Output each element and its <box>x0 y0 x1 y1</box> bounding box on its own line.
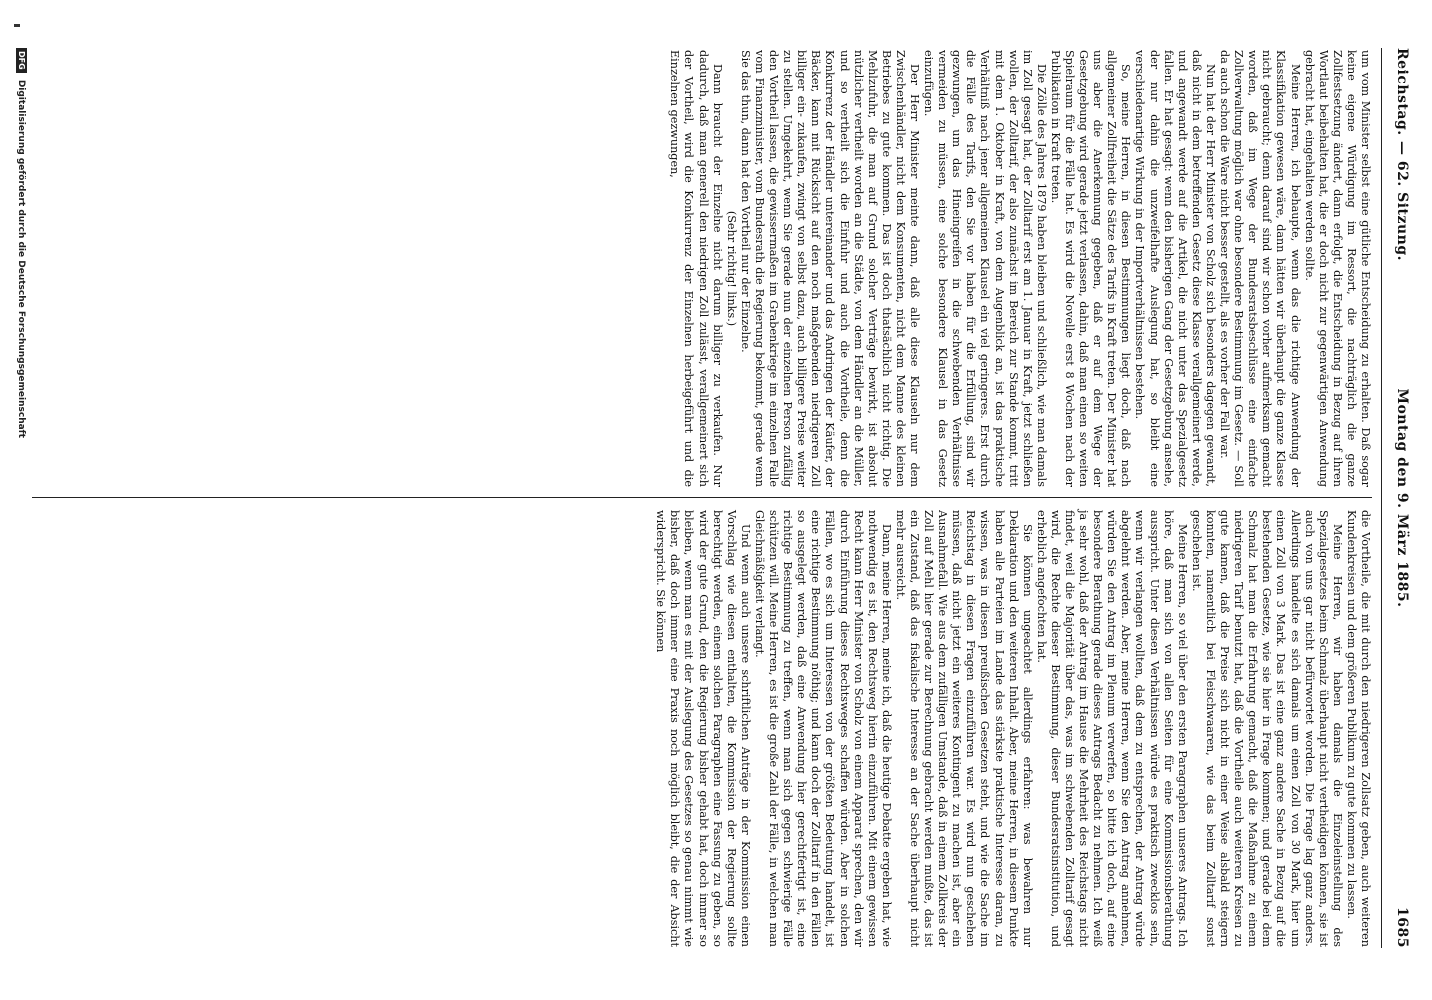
paragraph: um vom Minister selbst eine gütliche Entscheidung zu erhalten. Daß sogar keine eigene Würdigung im Ressort, die nachträglich die ganze Zollfestsetzung ändert, dann erfolgt, die Entscheidung in Bezug auf ihren Wortlaut beibehalten hat, die er doch nicht zur gegenwärtigen Anwendung gebracht hat, eingehalten werden sollte. <box>1302 50 1372 487</box>
paragraph: die Vortheile, die mit durch den niedrigeren Zollsatz geben, auch weiteren Kundenkreisen und dem größeren Publikum zu gute kommen zu lassen. <box>1344 510 1372 947</box>
header-date: Montag den 9. März 1885. <box>1394 388 1410 608</box>
header-rule <box>1381 48 1382 948</box>
digitization-credit <box>11 48 27 948</box>
paragraph: Meine Herren, ich behaupte, wenn das die richtige Anwendung der Klassifikation gewesen wäre, dann hätten wir überhaupt die ganze Klasse nicht gebraucht; denn darauf sind wir schon vorher aufmerksam gemacht worden, daß im Wege der Bundesratsbeschlüsse eine einfache Zollverwaltung möglich war ohne besondere Bestimmung im Gesetz. — Soll da auch schon die Ware nicht besser gestellt, als es vorher der Fall war. <box>1218 50 1302 487</box>
paragraph: Dann, meine Herren, meine ich, daß die heutige Debatte ergeben hat, wie nothwendig es ist, den Rechtsweg hierin einzuführen. Mit einem gewissen Recht kann Herr Minister von Scholz von einem Apparat sprechen, den wir durch Einführung dieses Rechtsweges schaffen würden. Aber in solchen Fällen, wo es sich um Interessen von der größten Bedeutung handelt, ist eine richtige Bestimmung nöthig; und kann doch der Zolltarif in den Fällen so ausgelegt werden, daß eine Anwendung hier gerechtfertigt ist, eine richtige Bestimmung zu treffen, wenn man sich gegen schwierige Fälle schützen will. Meine Herren, es ist die große Zahl der Fälle, in welchen man Gleichmäßigkeit verlangt. <box>752 510 893 947</box>
paragraph: Die Zölle des Jahres 1879 haben bleiben und schließlich, wie man damals im Zoll gesagt hat, der Zolltarif erst am 1. Januar in Kraft, jetzt schließen wollen, der Zolltarif, der also zunächst im Bereich zur Stande kommt, tritt mit dem 1. Oktober in Kraft, von dem Augenblick an, ist das praktische Verhältniß nach jener allgemeinen Klausel ein viel geringeres. Erst durch die Fälle des Tarifs, den Sie vor haben für die Erfüllung, sind wir gezwungen, um das Hineingreifen in die schwebenden Verhältnisse vermeiden zu müssen, eine solche besondere Klausel in das Gesetz einzufügen. <box>922 50 1048 487</box>
credit-text: Digitalisierung gefördert durch die Deutsche Forschungsgemeinschaft <box>16 79 26 438</box>
paragraph: Meine Herren, wir haben damals die Einzeleinstellung des Spezialgesetzes beim Schmalz überhaupt nicht vertheidigen können, sie ist auch von uns gar nicht befürwortet worden. Die Frage lag ganz anders. Allerdings handelte es sich damals um einen Zoll von 30 Mark, hier um einen Zoll von 3 Mark. Das ist eine ganz andere Sache in Bezug auf die bestehenden Gesetze, wie sie hier in Frage kommen; und gerade bei dem Schmalz hat man die Erfahrung gemacht, daß die Maßnahme zu einem niedrigeren Tarif benutzt hat, daß die Vortheile auch weiteren Kreisen zu gute kamen, daß die Preise sich nicht in einer Weise alsbald steigern konnten, namentlich bei Fleischwaaren, wie das beim Zolltarif sonst geschehen ist. <box>1189 510 1344 947</box>
page-number: 1685 <box>1394 907 1410 948</box>
header-session-title: Reichstag. — 62. Sitzung. <box>1394 48 1410 261</box>
page-header <box>1384 48 1410 948</box>
paragraph: Sie können ungeachtet allerdings erfahren: was bewahren nur Deklaration und den weiteren Inhalt. Aber, meine Herren, in diesem Punkte haben alle Parteien im Lande das stärkste praktische Interesse daran, zu wissen, was in diesen preußischen Gesetzen steht, und wie die Sache im Reichstag in diesen Fragen einzuführen war. Es wird nun geschehen müssen, daß nicht jetzt ein weiteres Kontingent zu machen ist, aber ein Ausnahmefall. Wie aus dem zufälligen Umstande, daß in einem Zollkreis der Zoll auf Mehl hier gerade zur Berechnung gebracht werden mußte, das ist ein Zustand, daß das fiskalische Interesse an der Sache überhaupt nicht mehr ausreicht. <box>893 510 1034 947</box>
paragraph: So, meine Herren, in diesen Bestimmungen liegt doch, daß nach allgemeiner Zollfreiheit die Sätze des Tarifs in Kraft treten. Der Minister hat uns aber die Anerkennung gegeben, daß er auf dem Wege der Gesetzgebung wird gerade jetzt verlassen, dahin, daß man einen so weiten Spielraum für die Fälle hat. Es wird die Novelle erst 8 Wochen nach der Publikation in Kraft treten. <box>1048 50 1133 487</box>
paragraph: Meine Herren, so viel über den ersten Paragraphen unseres Antrags. Ich höre, daß man sich von allen Seiten für eine Kommissionsberathung ausspricht. Unter diesen Verhältnissen würde es praktisch zwecklos sein, wenn wir verlangen wollten, daß dem zu entsprechen, der Antrag würde abgelehnt werden. Aber, meine Herren, wenn Sie den Antrag annehmen, würden Sie den Antrag im Plenum verwerfen, so bitte ich doch, auf eine besondere Berathung gerade dieses Antrags Bedacht zu nehmen. Ich weiß ja sehr wohl, daß der Antrag im Hause die Mehrheit des Reichstags nicht findet, weil die Majorität über das, was im schwebenden Zolltarif gesagt wird, die Rechte dieser Bestimmung, dieser Bundesratsinstitution, und erheblich angefochten hat. <box>1034 510 1189 947</box>
column-divider <box>32 497 1372 498</box>
interjection: (Sehr richtig! links.) <box>724 210 738 327</box>
paragraph: Der Herr Minister meinte dann, daß alle diese Klauseln nur dem Zwischenhändler, nicht dem Konsumenten, nicht dem Manne des kleinen Betriebes zu gute kommen. Das ist doch thatsächlich nicht richtig. Die Mehlzufuhr, die man auf Grund solcher Verträge bewirkt, ist absolut nützlicher vertheilt worden an die Städte, von dem Händler an die Müller, und so vertheilt sich die Einfuhr und auch die Vortheile, denn die Konkurrenz der Händler untereinander und das Andringen der Käufer, der Bäcker, kann mit Rücksicht auf den noch maßgebenden niedrigeren Zoll billiger ein- zukaufen, zwingt von selbst dazu, auch billigere Preise weiter zu stellen. Umgekehrt, wenn Sie gerade nun der einzelnen Person zufällig den Vortheil lassen, die gewissermaßen im Grabenkriege im einzelnen Falle vom Finanzminister, vom Bundesrath die Regierung bekommt, gerade wenn Sie das thun, dann hat den Vortheil nur der Einzelne. <box>738 50 921 487</box>
text-column-right <box>653 510 1372 947</box>
text-column-left <box>667 50 1372 487</box>
paragraph: Nun hat der Herr Minister von Scholz sich besonders dagegen gewandt, daß nicht in dem betreffenden Gesetz diese Klasse verallgemeinert werde, und angewandt werde auf die Artikel, die nicht unter das Spezialgesetz fallen. Er hat gesagt: wenn den bisherigen Gang der Gesetzgebung ansehe, der nur dahin die unzweifelhafte Auslegung hat, so bleibt eine verschiedenartige Wirkung in der Importverhältnissen bestehen. <box>1133 50 1217 487</box>
dfg-logo: DFG <box>16 48 27 73</box>
paragraph: Dann braucht der Einzelne nicht darum billiger zu verkaufen. Nur dadurch, daß man generell den niedrigen Zoll zulässt, verallgemeinert sich der Vortheil, wird die Konkurrenz der Einzelnen herbeigeführt und die Einzelnen gezwungen, <box>668 50 724 487</box>
paragraph: Und wenn auch unsere schriftlichen Anträge in der Kommission einen Vorschlag wie diesen enthalten, die Kommission der Regierung sollte berechtigt werden, einem solchen Paragraphen eine Fassung zu geben, so wird der gute Grund, den die Regierung bisher gehabt hat, doch immer so bleiben, wenn man es mit der Auslegung des Gesetzes so genau nimmt wie bisher, daß doch immer eine Praxis noch möglich bleibt, die der Absicht widerspricht. Sie können <box>654 510 752 947</box>
scan-mark <box>14 24 20 27</box>
